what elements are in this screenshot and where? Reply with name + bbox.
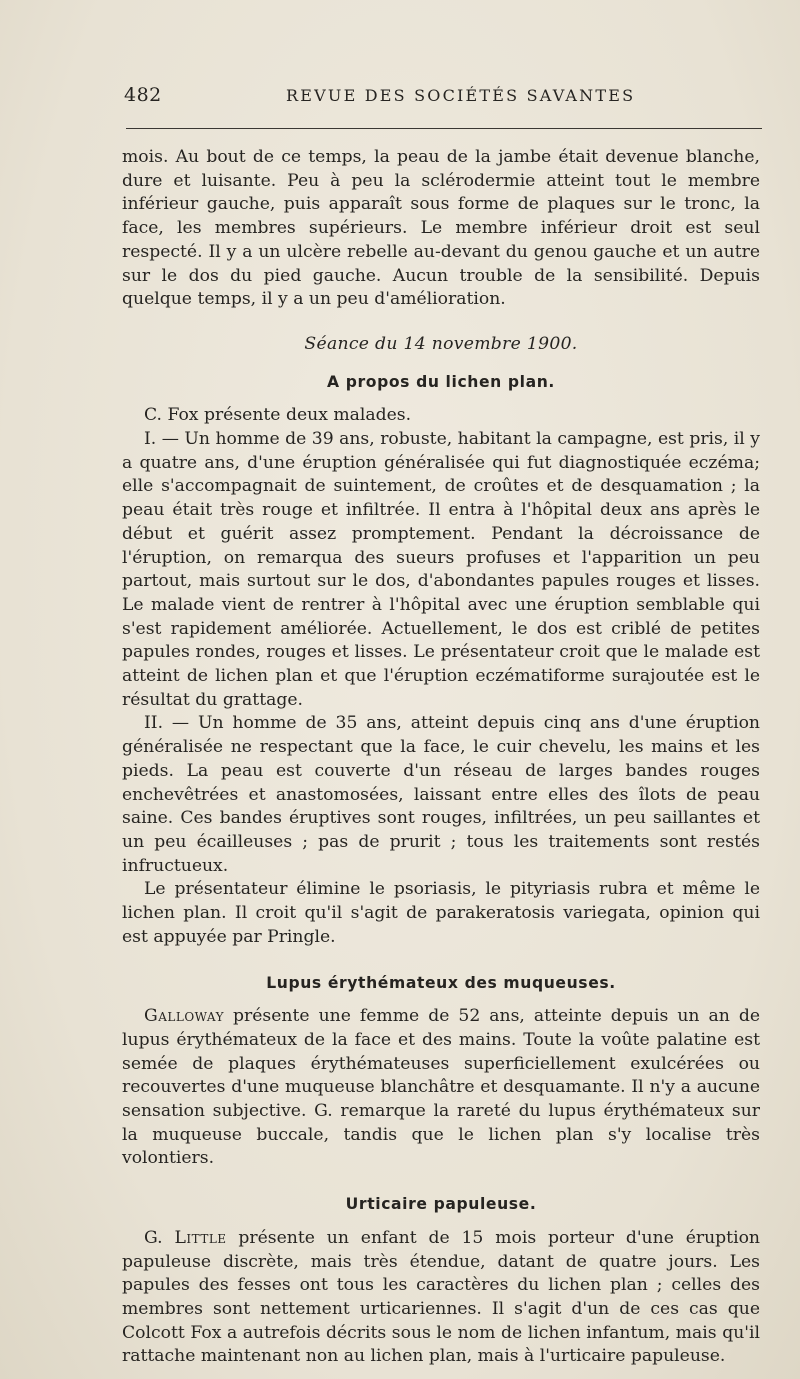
paragraph-case-two: II. — Un homme de 35 ans, atteint depuis cinq ans d'une éruption généralisée ne respectant que la face, le cuir chevelu, les mains et les pieds. La peau est couverte d'un réseau de larges bandes rouges enchevêtrées et anastomosées, laissant entre elles des îlots de peau saine. Ces bandes éruptives sont rouges, infiltrées, un peu saillantes et un peu écailleuses ; pas de prurit ; tous les traitements sont restés infructueux. [122, 713, 760, 876]
paragraph-little-text: présente un enfant de 15 mois porteur d'une éruption papuleuse discrète, mais très étendue, datant de quatre jours. Les papules des fesses ont tous les caractères du lichen plan ; celles des membres sont nettement urticariennes. Il s'agit d'un de ces cas que Colcott Fox a autrefois décrits sous le nom de lichen infantum, mais qu'il rattache maintenant non au lichen plan, mais à l'urticaire papuleuse. [122, 1227, 760, 1367]
paragraph-little [122, 1227, 760, 1369]
section-title-lichen-plan: A propos du lichen plan. [327, 372, 555, 391]
body-text [122, 146, 760, 1369]
author-initial-little: G. [144, 1227, 175, 1248]
section-gap [122, 950, 760, 962]
document-page [120, 84, 760, 1367]
paragraph-intro: mois. Au bout de ce temps, la peau de la jambe était devenue blanche, dure et luisante. Peu à peu la sclérodermie atteint tout le membre inférieur gauche, puis apparaît sous forme de plaques sur le tronc, la face, les membres supérieurs. Le membre inférieur droit est seul respecté. Il y a un ulcère rebelle au-devant du genou gauche et un autre sur le dos du pied gauche. Aucun trouble de la sensibilité. Depuis quelque temps, il y a un peu d'amélioration. [122, 147, 760, 310]
running-header [120, 84, 760, 114]
author-name-little: Little [174, 1227, 227, 1248]
paragraph-case-one: I. — Un homme de 39 ans, robuste, habitant la campagne, est pris, il y a quatre ans, d'une éruption généralisée qui fut diagnostiquée eczéma; elle s'accompagnait de suintement, de croûtes et de desquamation ; la peau était très rouge et infiltrée. Il entra à l'hôpital deux ans après le début et guérit assez promptement. Pendant la décroissance de l'éruption, on remarqua des sueurs profuses et l'apparition un peu partout, mais surtout sur le dos, d'abondantes papules rouges et lisses. Le malade vient de rentrer à l'hôpital avec une éruption semblable qui s'est rapidement améliorée. Actuellement, le dos est criblé de petites papules rondes, rouges et lisses. Le présentateur croit que le malade est atteint de lichen plan et que l'éruption eczématiforme surajoutée est le résultat du grattage. [122, 429, 760, 710]
paragraph-galloway [122, 1005, 760, 1171]
section-title-lupus: Lupus érythémateux des muqueuses. [266, 973, 616, 992]
author-name-galloway: Galloway [144, 1006, 225, 1027]
header-rule [126, 128, 762, 129]
session-date-heading: Séance du 14 novembre 1900. [304, 333, 578, 354]
paragraph-fox-intro: C. Fox présente deux malades. [144, 405, 412, 426]
section-title-urticaire: Urticaire papuleuse. [345, 1195, 537, 1214]
page-number: 482 [124, 84, 162, 106]
running-title: REVUE DES SOCIÉTÉS SAVANTES [286, 86, 636, 105]
paragraph-galloway-text: présente une femme de 52 ans, atteinte depuis un an de lupus érythémateux de la face et des mains. Toute la voûte palatine est semée de plaques érythémateuses superficiellement exulcérées ou recouvertes d'une muqueuse blanchâtre et desquamante. Il n'y a aucune sensation subjective. G. remarque la rareté du lupus érythémateux sur la muqueuse buccale, tandis que le lichen plan s'y localise très volontiers. [122, 1006, 760, 1169]
section-gap [122, 1171, 760, 1183]
paragraph-case-two-conclusion: Le présentateur élimine le psoriasis, le pityriasis rubra et même le lichen plan. Il croit qu'il s'agit de parakeratosis variegata, opinion qui est appuyée par Pringle. [122, 879, 760, 947]
